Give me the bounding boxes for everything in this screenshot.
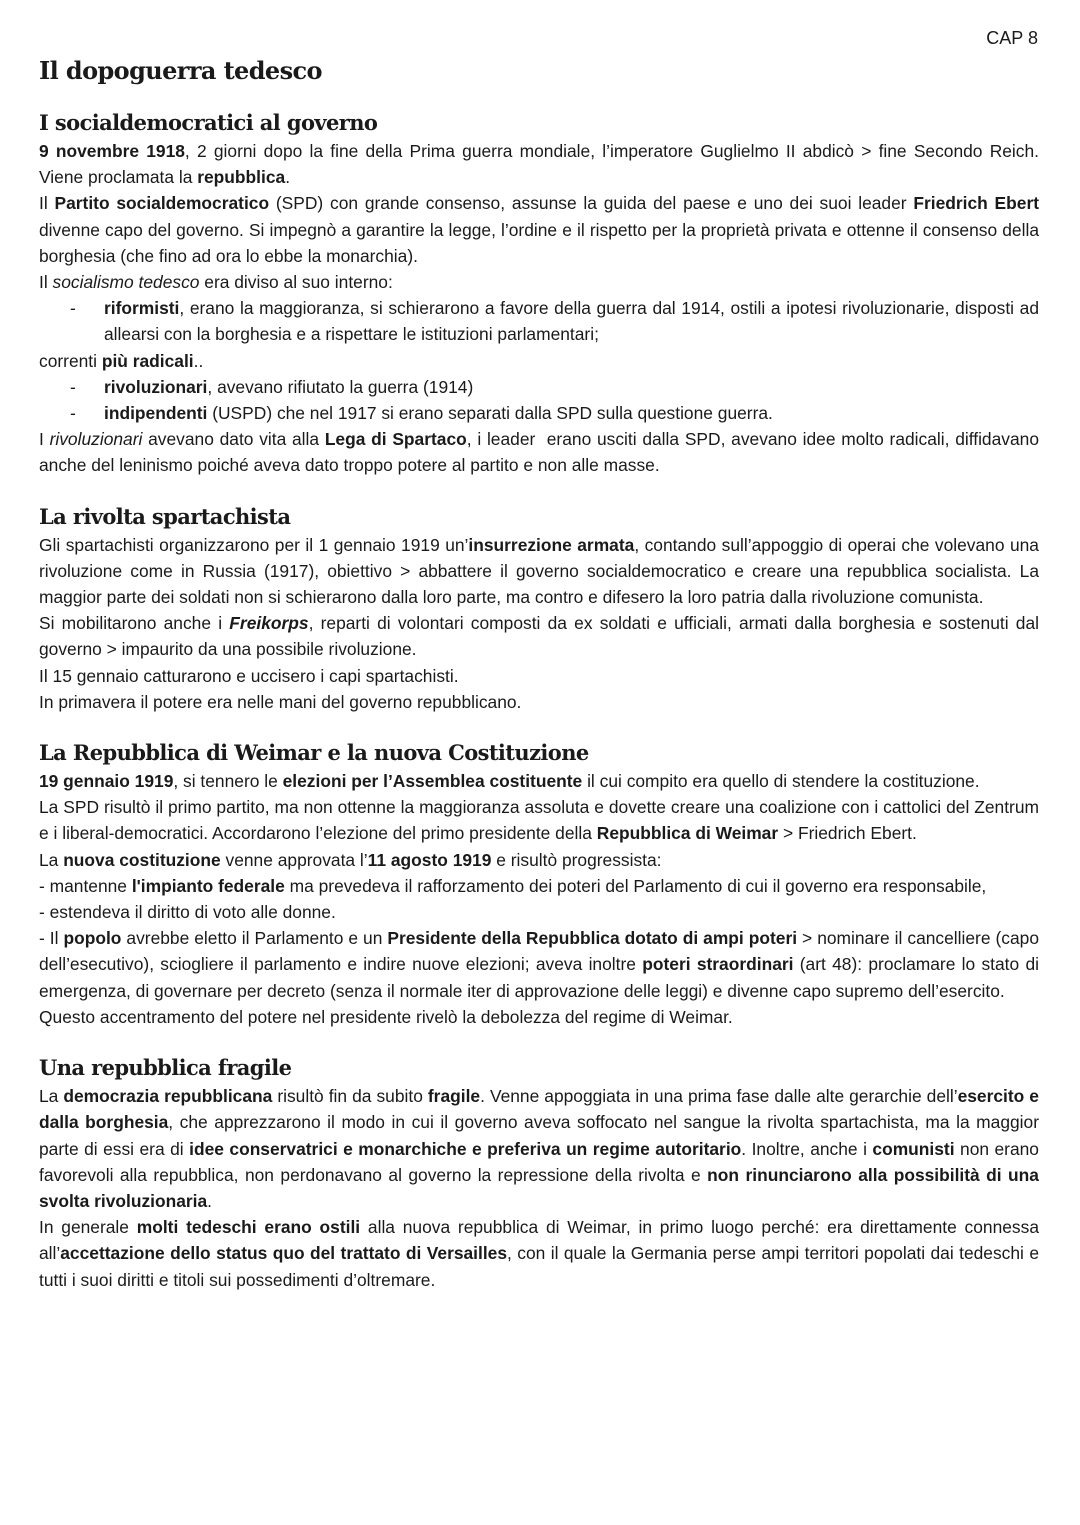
dash-list: [39, 295, 1039, 347]
section-heading: I socialdemocratici al governo: [39, 110, 378, 135]
dash-list: [39, 374, 1039, 426]
chapter-label: CAP 8: [986, 28, 1038, 48]
paragraph: La democrazia repubblicana risultò fin da subito fragile. Venne appoggiata in una prima fase dalle alte gerarchie dell’esercito e dalla borghesia, che apprezzarono il modo in cui il governo aveva soffocato nel sangue la rivolta spartachista, ma la maggior parte di essi era di idee conservatrici e monarchiche e preferiva un regime autoritario. Inoltre, anche i comunisti non erano favorevoli alla repubblica, non perdonavano al governo la repressione della rivolta e non rinunciarono alla possibilità di una svolta rivoluzionaria.: [39, 1086, 1039, 1211]
section-4: [39, 1054, 1039, 1293]
paragraph: Il socialismo tedesco era diviso al suo interno:: [39, 272, 393, 293]
section-heading: Una repubblica fragile: [39, 1055, 292, 1081]
section-1: [39, 109, 1039, 479]
sections-container: [39, 109, 1039, 1293]
section-3: [39, 739, 1039, 1030]
paragraph: Gli spartachisti organizzarono per il 1 gennaio 1919 un’insurrezione armata, contando sull’appoggio di operai che volevano una rivoluzione come in Russia (1917), obiettivo > abbattere il governo socialdemocratico e creare una repubblica socialista. La maggior parte dei soldati non si schierarono dalla loro parte, ma contro e difesero la loro patria dalla rivoluzione comunista.: [39, 534, 1039, 608]
paragraph: La SPD risultò il primo partito, ma non ottenne la maggioranza assoluta e dovette creare una coalizione con i cattolici del Zentrum e i liberal-democratici. Accordarono l’elezione del primo presidente della Repubblica di Weimar > Friedrich Ebert.: [39, 797, 1039, 844]
paragraph: Il Partito socialdemocratico (SPD) con grande consenso, assunse la guida del paese e uno dei suoi leader Friedrich Ebert divenne capo del governo. Si impegnò a garantire la legge, l’ordine e il rispetto per la proprietà privata e ottenne il consenso della borghesia (che fino ad ora lo ebbe la monarchia).: [39, 193, 1040, 266]
paragraph: Si mobilitarono anche i Freikorps, reparti di volontari composti da ex soldati e ufficiali, armati dalla borghesia e sostenuti dal governo > impaurito da una possibile rivoluzione.: [39, 613, 1039, 660]
list-item: - rivoluzionari, avevano rifiutato la guerra (1914): [39, 374, 1039, 400]
page-title: Il dopoguerra tedesco: [39, 56, 322, 85]
paragraph: - mantenne l'impianto federale ma prevedeva il rafforzamento dei poteri del Parlamento di cui il governo era responsabile,: [39, 875, 987, 896]
paragraph: - Il popolo avrebbe eletto il Parlamento e un Presidente della Repubblica dotato di ampi poteri > nominare il cancelliere (capo dell’esecutivo), sciogliere il parlamento e indire nuove elezioni; aveva inoltre poteri straordinari (art 48): proclamare lo stato di emergenza, di governare per decreto (senza il normale iter di approvazione delle leggi) e divenne capo supremo dell’esercito.: [39, 928, 1040, 1001]
paragraph: correnti più radicali..: [39, 350, 204, 371]
paragraph: La nuova costituzione venne approvata l’11 agosto 1919 e risultò progressista:: [39, 849, 662, 870]
paragraph: Il 15 gennaio catturarono e uccisero i capi spartachisti.: [39, 665, 459, 686]
paragraph: 19 gennaio 1919, si tennero le elezioni per l’Assemblea costituente il cui compito era quello di stendere la costituzione.: [39, 771, 980, 792]
section-heading: La rivolta spartachista: [39, 503, 291, 529]
paragraph: Questo accentramento del potere nel presidente rivelò la debolezza del regime di Weimar.: [39, 1006, 733, 1027]
paragraph: - estendeva il diritto di voto alle donne.: [39, 902, 336, 923]
paragraph: 9 novembre 1918, 2 giorni dopo la fine della Prima guerra mondiale, l’imperatore Guglielmo II abdicò > fine Secondo Reich. Viene proclamata la repubblica.: [39, 141, 1039, 188]
paragraph: I rivoluzionari avevano dato vita alla Lega di Spartaco, i leader erano usciti dalla SPD, avevano idee molto radicali, diffidavano anche del leninismo poiché aveva dato troppo potere al partito e non alle masse.: [39, 429, 1039, 476]
paragraph: In generale molti tedeschi erano ostili alla nuova repubblica di Weimar, in primo luogo perché: era direttamente connessa all’accettazione dello status quo del trattato di Versailles, con il quale la Germania perse ampi territori popolati dai tedeschi e tutti i suoi diritti e titoli sui possedimenti d’oltremare.: [39, 1217, 1039, 1290]
list-item: - indipendenti (USPD) che nel 1917 si erano separati dalla SPD sulla questione guerra.: [39, 400, 1039, 426]
paragraph: In primavera il potere era nelle mani del governo repubblicano.: [39, 691, 522, 712]
section-2: [39, 503, 1039, 715]
list-item: - riformisti, erano la maggioranza, si schierarono a favore della guerra dal 1914, ostili a ipotesi rivoluzionarie, disposti ad allearsi con la borghesia e a rispettare le istituzioni parlamentari;: [39, 295, 1039, 347]
section-heading: La Repubblica di Weimar e la nuova Costituzione: [39, 740, 589, 766]
